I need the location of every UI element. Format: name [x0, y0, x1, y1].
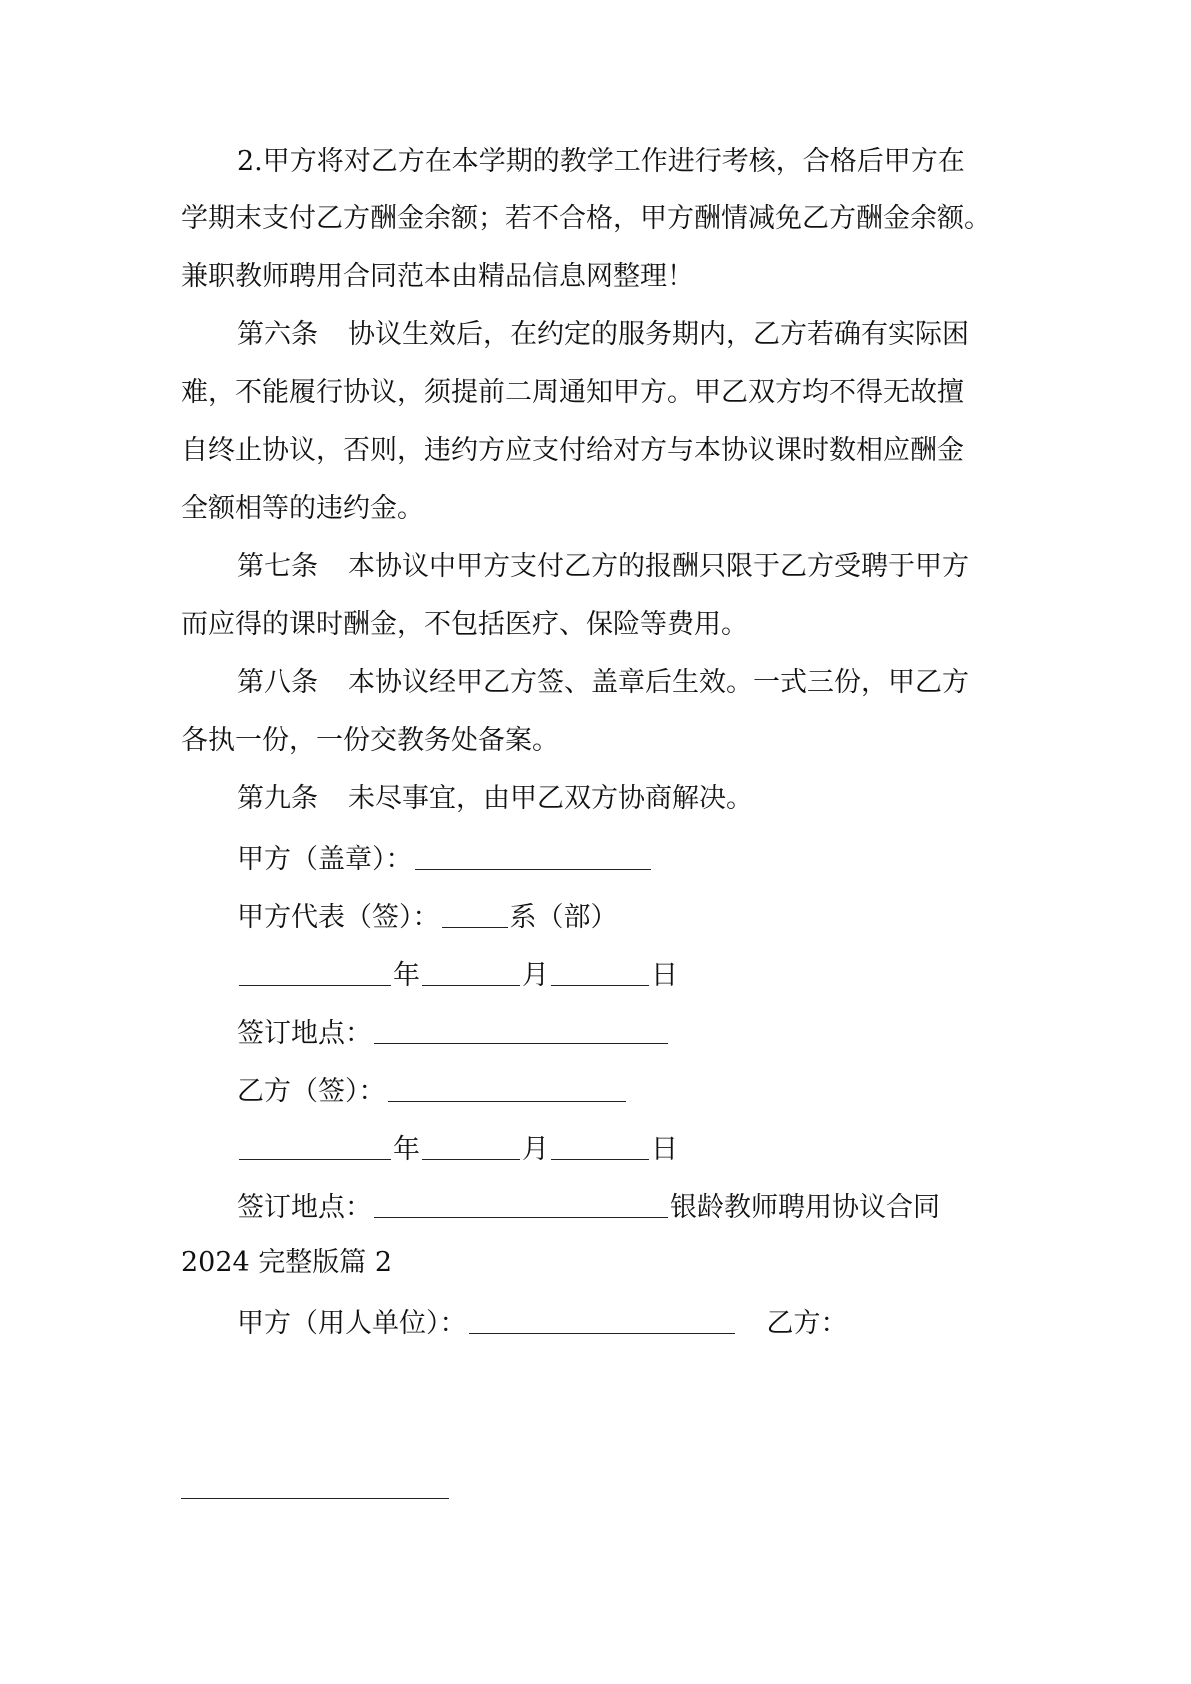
field-label: 甲方（用人单位）：: [237, 1308, 467, 1339]
article-text: 本协议经甲乙方签、盖章后生效。一式三份，甲乙方: [348, 667, 969, 698]
article-heading: 第八条: [237, 667, 318, 698]
field-label: 签订地点：: [237, 1192, 372, 1223]
fill-in-blank[interactable]: [551, 959, 649, 986]
field-label: 甲方（盖章）：: [237, 844, 413, 875]
paragraph-line: 而应得的课时酬金，不包括医疗、保险等费用。: [181, 609, 748, 640]
fill-in-blank[interactable]: [239, 1133, 391, 1160]
article-text: 协议生效后，在约定的服务期内，乙方若确有实际困: [348, 319, 969, 350]
fill-in-blank[interactable]: [422, 1133, 520, 1160]
next-contract-title: 银龄教师聘用协议合同: [670, 1192, 940, 1223]
article-text: 本协议中甲方支付乙方的报酬只限于乙方受聘于甲方: [348, 551, 969, 582]
employer-line: [237, 1307, 848, 1337]
place-line: [237, 1191, 940, 1221]
fill-in-blank[interactable]: [442, 901, 508, 928]
date-unit: 日: [651, 1134, 678, 1165]
article-text: 未尽事宜，由甲乙双方协商解决。: [348, 783, 753, 814]
paragraph-line: 自终止协议，否则，违约方应支付给对方与本协议课时数相应酬金: [181, 435, 964, 466]
paragraph-line: 2.甲方将对乙方在本学期的教学工作进行考核，合格后甲方在: [237, 146, 965, 177]
fill-in-blank[interactable]: [415, 843, 651, 870]
fill-in-blank[interactable]: [422, 959, 520, 986]
next-contract-title-cont: 2024 完整版篇 2: [181, 1247, 393, 1278]
paragraph-line: 难，不能履行协议，须提前二周通知甲方。甲乙双方均不得无故擅: [181, 377, 964, 408]
article-8-line: [237, 669, 969, 696]
field-label: 系（部）: [509, 902, 618, 933]
field-label: 乙方：: [766, 1308, 848, 1339]
date-unit: 月: [522, 960, 549, 991]
party-a-rep-line: [237, 901, 618, 931]
date-unit: 年: [393, 960, 420, 991]
date-unit: 月: [522, 1134, 549, 1165]
date-unit: 日: [651, 960, 678, 991]
date-unit: 年: [393, 1134, 420, 1165]
paragraph-line: 学期末支付乙方酬金余额；若不合格，甲方酬情减免乙方酬金余额。: [181, 203, 991, 234]
article-6-line: [237, 321, 969, 348]
article-heading: 第七条: [237, 551, 318, 582]
party-a-seal-line: [237, 843, 653, 873]
fill-in-blank[interactable]: [388, 1075, 626, 1102]
field-label: 签订地点：: [237, 1018, 372, 1049]
fill-in-blank[interactable]: [239, 959, 391, 986]
party-b-sign-line: [237, 1075, 628, 1105]
paragraph-line: 兼职教师聘用合同范本由精品信息网整理！: [181, 261, 694, 292]
article-9-line: [237, 785, 753, 812]
article-heading: 第六条: [237, 319, 318, 350]
fill-in-blank[interactable]: [374, 1191, 668, 1218]
field-label: 甲方代表（签）：: [237, 902, 440, 933]
fill-in-blank[interactable]: [469, 1307, 735, 1334]
fill-in-blank[interactable]: [181, 1498, 449, 1499]
field-label: 乙方（签）：: [237, 1076, 386, 1107]
fill-in-blank[interactable]: [551, 1133, 649, 1160]
date-line: [237, 959, 678, 989]
paragraph-line: 全额相等的违约金。: [181, 493, 424, 524]
paragraph-line: 各执一份，一份交教务处备案。: [181, 725, 559, 756]
place-line: [237, 1017, 670, 1047]
fill-in-blank[interactable]: [374, 1017, 668, 1044]
date-line: [237, 1133, 678, 1163]
article-7-line: [237, 553, 969, 580]
article-heading: 第九条: [237, 783, 318, 814]
